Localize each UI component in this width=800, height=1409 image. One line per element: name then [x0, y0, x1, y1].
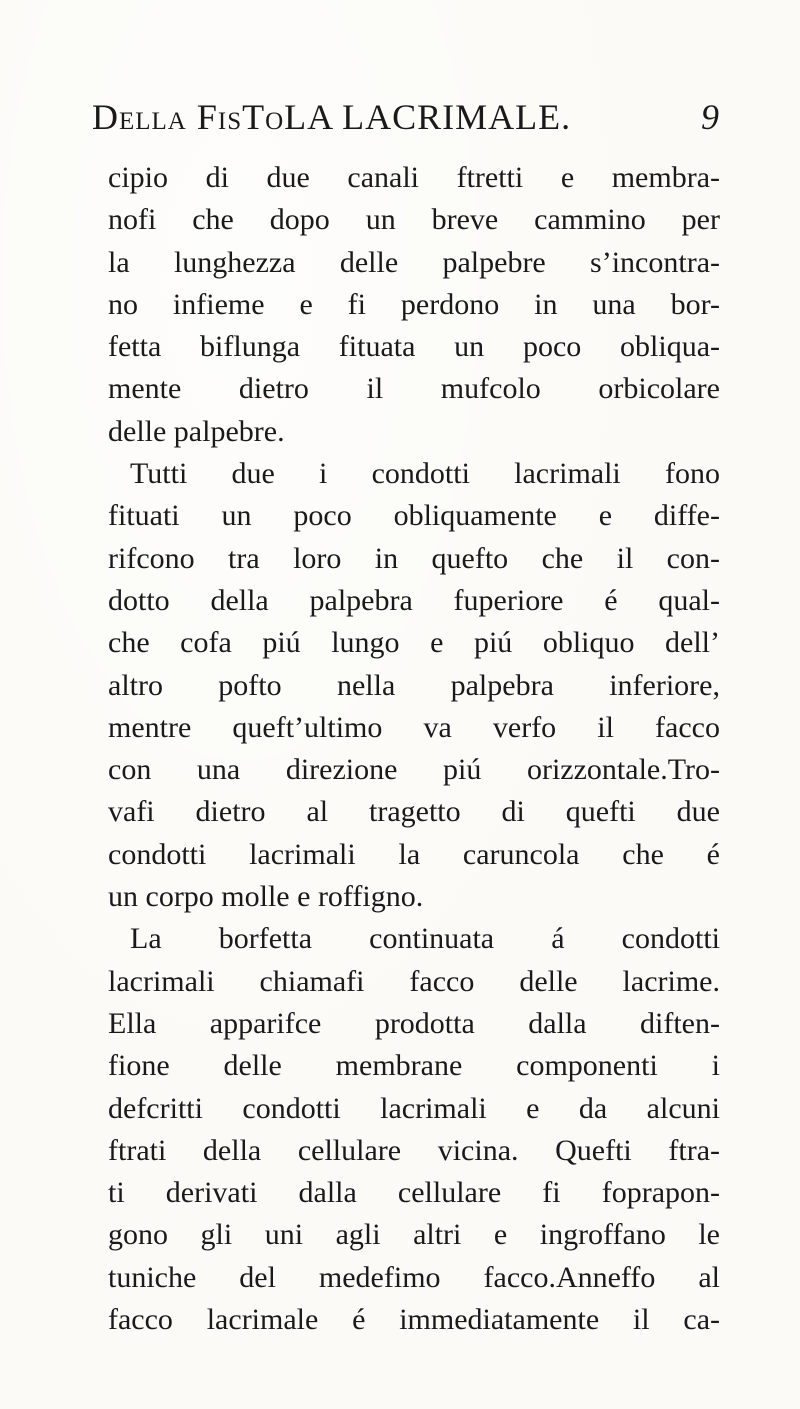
text-line: fetta biflunga fituata un poco obliqua- — [108, 330, 720, 364]
text-line: la lunghezza delle palpebre s’incontra- — [108, 245, 720, 279]
text-line: defcritti condotti lacrimali e da alcuni — [108, 1091, 720, 1125]
running-head-title: Della FisToLA LACRIMALE. — [92, 97, 572, 137]
text-line: mentre queft’ultimo va verfo il facco — [108, 710, 720, 744]
text-line: gono gli uni agli altri e ingroffano le — [108, 1218, 720, 1252]
text-line: cipio di due canali ftretti e membra- — [108, 161, 720, 194]
text-line: dotto della palpebra fuperiore é qual- — [108, 583, 720, 617]
text-line: ti derivati dalla cellulare fi foprapon- — [108, 1176, 720, 1210]
text-line: fituati un poco obliquamente e diffe- — [108, 499, 720, 533]
body-text — [108, 157, 720, 1341]
text-line: nofi che dopo un breve cammino per — [108, 203, 720, 237]
text-line: altro pofto nella palpebra inferiore, — [108, 668, 720, 702]
text-line: lacrimali chiamafi facco delle lacrime. — [108, 964, 720, 998]
text-line: con una direzione piú orizzontale.Tro- — [108, 753, 720, 787]
page-number: 9 — [701, 97, 720, 137]
text-line: no infieme e fi perdono in una bor- — [108, 287, 720, 321]
text-line: un corpo molle e roffigno. — [108, 880, 424, 914]
text-line: che cofa piú lungo e piú obliquo dell’ — [108, 626, 720, 660]
text-line: Ella apparifce prodotta dalla diften- — [108, 1006, 720, 1040]
text-line: rifcono tra loro in quefto che il con- — [108, 541, 720, 575]
text-line: La borfetta continuata á condotti — [130, 922, 720, 956]
running-head — [92, 96, 732, 156]
text-line: facco lacrimale é immediatamente il ca- — [108, 1303, 720, 1337]
text-line: ftrati della cellulare vicina. Quefti ftra- — [108, 1133, 720, 1167]
text-line: condotti lacrimali la caruncola che é — [108, 837, 720, 871]
text-line: fione delle membrane componenti i — [108, 1049, 720, 1083]
text-line: Tutti due i condotti lacrimali fono — [130, 457, 720, 491]
text-line: delle palpebre. — [108, 414, 285, 448]
text-line: mente dietro il mufcolo orbicolare — [108, 372, 720, 406]
text-line: vafi dietro al tragetto di quefti due — [108, 795, 720, 829]
text-line: tuniche del medefimo facco.Anneffo al — [108, 1260, 720, 1294]
